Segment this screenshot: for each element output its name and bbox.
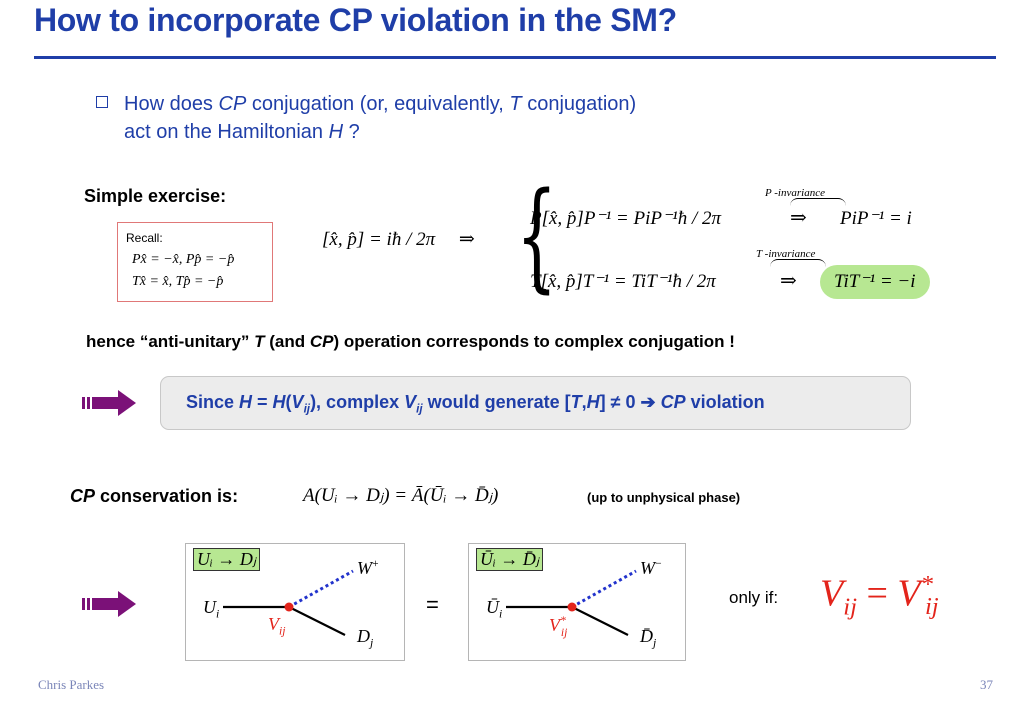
purple-arrow-icon-2 bbox=[82, 590, 138, 618]
ckm-conjugate-vertex-label bbox=[549, 614, 567, 639]
footer-author: Chris Parkes bbox=[38, 677, 105, 692]
left-curly-brace: { bbox=[516, 166, 558, 304]
w-minus-sign: − bbox=[655, 557, 662, 570]
cond-lhs: V bbox=[820, 572, 844, 615]
u-quark-label bbox=[203, 597, 219, 621]
implies-symbol: ⇒ bbox=[458, 228, 475, 250]
anti-unitary-statement bbox=[86, 332, 735, 352]
antiquark-process-label: Ūᵢ → D̄ⱼ bbox=[476, 548, 543, 571]
vstar-sup: * bbox=[560, 614, 566, 627]
panel-text-a: Since bbox=[186, 392, 240, 412]
quark-process-label: Uᵢ → Dⱼ bbox=[193, 548, 260, 571]
bullet-text-1: How does bbox=[124, 93, 219, 115]
d-sub: j bbox=[370, 636, 374, 650]
u-letter: U bbox=[203, 597, 216, 617]
ckm-vertex-label bbox=[268, 614, 286, 638]
recall-parity-line: Px̂ = −x̂, Pp̂ = −p̂ bbox=[132, 252, 235, 267]
bullet-text-4: act on the Hamiltonian bbox=[124, 121, 329, 143]
d-quark-label bbox=[357, 626, 373, 650]
w-letter: W bbox=[357, 558, 372, 578]
anti-u-sub: i bbox=[499, 607, 503, 621]
only-if-label: only if: bbox=[729, 588, 779, 607]
v-sub: ij bbox=[279, 624, 286, 638]
bullet-question bbox=[124, 90, 636, 146]
v-letter: V bbox=[268, 614, 279, 634]
bullet-cp: CP bbox=[218, 93, 247, 115]
w-minus-letter: W bbox=[640, 558, 655, 578]
panel-text-f: , bbox=[581, 392, 587, 412]
panel-cp: CP bbox=[660, 392, 686, 412]
cond-lhs-sub: ij bbox=[843, 593, 857, 621]
parity-result: PiP⁻¹ = i bbox=[840, 208, 912, 229]
vstar-sub: ij bbox=[560, 625, 568, 639]
simple-exercise-label: Simple exercise: bbox=[84, 186, 227, 206]
panel-text-d: ), complex bbox=[310, 392, 405, 412]
panel-h2: H bbox=[272, 392, 286, 412]
unphysical-phase-note: (up to unphysical phase) bbox=[587, 490, 741, 505]
t-invariance-brace bbox=[770, 259, 826, 268]
conservation-cp: CP bbox=[70, 486, 96, 506]
anti-d-sub: j bbox=[653, 636, 657, 650]
panel-v: V bbox=[291, 392, 304, 412]
slide-title: How to incorporate CP violation in the SM? bbox=[34, 2, 677, 38]
parity-equation: P[x̂, p̂]P⁻¹ = PiP⁻¹ħ / 2π bbox=[530, 208, 721, 229]
panel-text-h: violation bbox=[685, 392, 765, 412]
panel-text-e: would generate [ bbox=[422, 392, 571, 412]
panel-text-g: ] ≠ 0 ➔ bbox=[599, 392, 661, 412]
panel-text-b: = bbox=[252, 392, 273, 412]
cp-conservation-label bbox=[70, 486, 238, 507]
panel-ij2: ij bbox=[416, 402, 423, 416]
anti-d-letter: D̄ bbox=[640, 626, 653, 646]
bullet-text-3: conjugation) bbox=[521, 93, 637, 115]
w-minus-label bbox=[640, 557, 662, 579]
panel-t: T bbox=[570, 392, 582, 412]
t-invariance-label: T -invariance bbox=[756, 248, 816, 260]
checkbox-bullet-icon bbox=[96, 96, 108, 108]
recall-label: Recall: bbox=[126, 231, 163, 245]
p-invariance-label: P -invariance bbox=[765, 187, 825, 199]
amplitude-equation: A(Uᵢ → Dⱼ) = Ā(Ūᵢ → D̄ⱼ) bbox=[303, 485, 499, 506]
cond-eq: = bbox=[856, 572, 898, 615]
anti-u-quark-label bbox=[486, 597, 502, 621]
w-sign: + bbox=[372, 557, 379, 570]
hence-text-3: ) operation corresponds to complex conjugation ! bbox=[333, 332, 735, 351]
cond-rhs: V bbox=[897, 572, 921, 615]
cond-rhs-sub: ij bbox=[924, 593, 939, 621]
commutator-text: [x̂, p̂] = iħ / 2π bbox=[322, 229, 436, 250]
hence-text-1: hence “anti-unitary” bbox=[86, 332, 255, 351]
panel-h1: H bbox=[239, 392, 253, 412]
hence-text-2: (and bbox=[264, 332, 310, 351]
recall-time-line: Tx̂ = x̂, Tp̂ = −p̂ bbox=[132, 274, 224, 289]
d-letter: D bbox=[357, 626, 370, 646]
bullet-text-2: conjugation (or, equivalently, bbox=[246, 93, 510, 115]
equals-sign: = bbox=[426, 592, 439, 617]
ckm-real-condition bbox=[820, 571, 939, 621]
time-reversal-equation: T[x̂, p̂]T⁻¹ = TiT⁻¹ħ / 2π bbox=[530, 271, 716, 292]
vstar-letter: V bbox=[549, 615, 560, 635]
panel-h3: H bbox=[586, 392, 600, 412]
panel-text-c: ( bbox=[285, 392, 292, 412]
implies-p: ⇒ bbox=[790, 205, 807, 229]
bullet-h: H bbox=[328, 121, 344, 143]
implies-t: ⇒ bbox=[780, 268, 797, 292]
panel-v2: V bbox=[404, 392, 417, 412]
anti-d-quark-label bbox=[640, 626, 656, 650]
anti-u-letter: Ū bbox=[486, 597, 499, 617]
time-result: TiT⁻¹ = −i bbox=[834, 271, 916, 292]
cp-violation-statement bbox=[186, 392, 765, 416]
hence-cp: CP bbox=[309, 332, 334, 351]
cond-rhs-sup: * bbox=[920, 571, 933, 598]
purple-arrow-icon bbox=[82, 389, 138, 417]
commutator-equation bbox=[322, 228, 475, 251]
u-sub: i bbox=[216, 607, 220, 621]
panel-ij: ij bbox=[303, 402, 311, 416]
conservation-rest: conservation is: bbox=[95, 486, 239, 506]
hence-t: T bbox=[254, 332, 265, 351]
w-plus-label bbox=[357, 557, 379, 579]
bullet-t: T bbox=[509, 93, 522, 115]
bullet-text-5: ? bbox=[343, 121, 360, 143]
title-underline bbox=[34, 56, 996, 59]
page-number: 37 bbox=[980, 677, 993, 692]
